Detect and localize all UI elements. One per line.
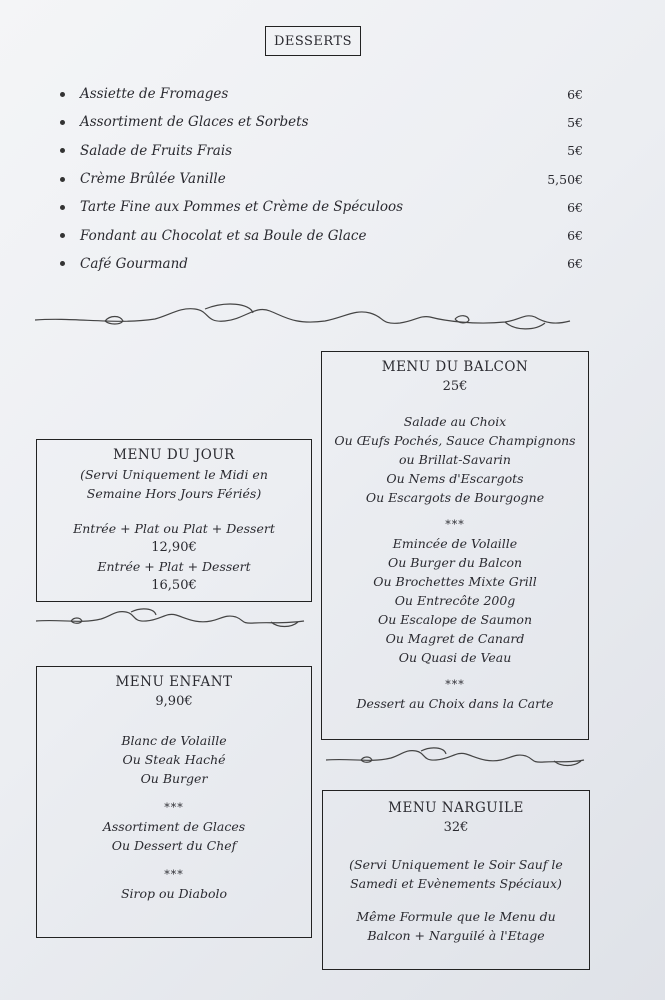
dessert-price: 5€ <box>567 143 583 159</box>
menu-narguile-note: (Servi Uniquement le Soir Sauf le <box>349 857 563 872</box>
dessert-price: 6€ <box>567 228 583 244</box>
menu-balcon-price: 25€ <box>442 379 468 394</box>
flourish-divider-icon <box>36 604 308 632</box>
menu-enfant-dessert: Ou Dessert du Chef <box>111 838 237 853</box>
menu-balcon-main: Ou Burger du Balcon <box>387 555 523 570</box>
dessert-item <box>58 221 583 249</box>
flourish-divider-icon <box>326 743 588 771</box>
dessert-price: 5€ <box>567 114 583 130</box>
menu-balcon-main: Ou Magret de Canard <box>385 631 525 646</box>
menu-enfant-main: Ou Burger <box>140 771 208 786</box>
menu-balcon-main: Emincée de Volaille <box>392 536 518 551</box>
desserts-title-box <box>265 26 361 56</box>
menu-jour-title: MENU DU JOUR <box>113 447 235 463</box>
menu-enfant-price: 9,90€ <box>155 694 193 709</box>
dessert-price: 5,50€ <box>547 171 583 187</box>
menu-balcon-starter: Ou Œufs Pochés, Sauce Champignons <box>334 433 576 448</box>
menu-balcon-starter: Ou Nems d'Escargots <box>386 471 524 486</box>
menu-enfant-separator: *** <box>164 801 184 814</box>
menu-du-balcon-box <box>321 351 589 740</box>
menu-balcon-dessert: Dessert au Choix dans la Carte <box>356 696 554 711</box>
dessert-item <box>58 108 583 136</box>
menu-balcon-starter: Salade au Choix <box>403 414 507 429</box>
menu-narguile-note: Samedi et Evènements Spéciaux) <box>350 876 562 891</box>
menu-du-jour-box <box>36 439 312 602</box>
menu-jour-formula: Entrée + Plat ou Plat + Dessert <box>73 521 275 536</box>
menu-jour-price: 12,90€ <box>151 540 197 555</box>
menu-narguile-price: 32€ <box>443 820 469 835</box>
dessert-price: 6€ <box>567 256 583 272</box>
flourish-divider-icon <box>35 295 575 337</box>
bullet-icon <box>60 148 65 153</box>
menu-narguile-formula: Même Formule que le Menu du <box>356 909 556 924</box>
bullet-icon <box>60 92 65 97</box>
menu-enfant-box <box>36 666 312 938</box>
bullet-icon <box>60 177 65 182</box>
dessert-item <box>58 80 583 108</box>
dessert-item <box>58 250 583 278</box>
menu-balcon-starter: ou Brillat-Savarin <box>399 452 511 467</box>
dessert-name: Salade de Fruits Frais <box>80 142 233 159</box>
bullet-icon <box>60 205 65 210</box>
menu-enfant-main: Ou Steak Haché <box>122 752 226 767</box>
dessert-item <box>58 165 583 193</box>
menu-balcon-title: MENU DU BALCON <box>381 359 529 375</box>
menu-balcon-main: Ou Brochettes Mixte Grill <box>373 574 537 589</box>
dessert-item <box>58 193 583 221</box>
dessert-name: Assortiment de Glaces et Sorbets <box>80 114 309 131</box>
desserts-title: DESSERTS <box>273 33 353 49</box>
menu-enfant-dessert: Assortiment de Glaces <box>102 819 246 834</box>
dessert-name: Café Gourmand <box>80 255 188 272</box>
dessert-price: 6€ <box>567 86 583 102</box>
dessert-name: Fondant au Chocolat et sa Boule de Glace <box>80 227 367 244</box>
menu-balcon-starter: Ou Escargots de Bourgogne <box>365 490 545 505</box>
menu-enfant-separator: *** <box>164 868 184 881</box>
dessert-price: 6€ <box>567 199 583 215</box>
menu-enfant-drink: Sirop ou Diabolo <box>120 886 228 901</box>
menu-balcon-main: Ou Quasi de Veau <box>398 650 512 665</box>
menu-narguile-title: MENU NARGUILE <box>388 800 524 816</box>
bullet-icon <box>60 233 65 238</box>
menu-jour-price: 16,50€ <box>151 578 197 593</box>
bullet-icon <box>60 261 65 266</box>
menu-enfant-main: Blanc de Volaille <box>121 733 227 748</box>
menu-jour-note: (Servi Uniquement le Midi en <box>80 467 268 482</box>
bullet-icon <box>60 120 65 125</box>
menu-jour-formula: Entrée + Plat + Dessert <box>97 559 251 574</box>
menu-balcon-main: Ou Escalope de Saumon <box>377 612 533 627</box>
menu-balcon-separator: *** <box>445 518 465 531</box>
dessert-list <box>58 80 583 278</box>
menu-balcon-separator: *** <box>445 678 465 691</box>
dessert-name: Tarte Fine aux Pommes et Crème de Spéculoos <box>80 199 404 216</box>
menu-narguile-formula: Balcon + Narguilé à l'Etage <box>367 928 545 943</box>
menu-jour-note: Semaine Hors Jours Fériés) <box>86 486 262 501</box>
menu-enfant-title: MENU ENFANT <box>115 674 233 690</box>
dessert-item <box>58 137 583 165</box>
dessert-name: Crème Brûlée Vanille <box>80 171 226 188</box>
menu-narguile-box <box>322 790 590 970</box>
dessert-name: Assiette de Fromages <box>80 86 229 103</box>
menu-balcon-main: Ou Entrecôte 200g <box>394 593 516 608</box>
